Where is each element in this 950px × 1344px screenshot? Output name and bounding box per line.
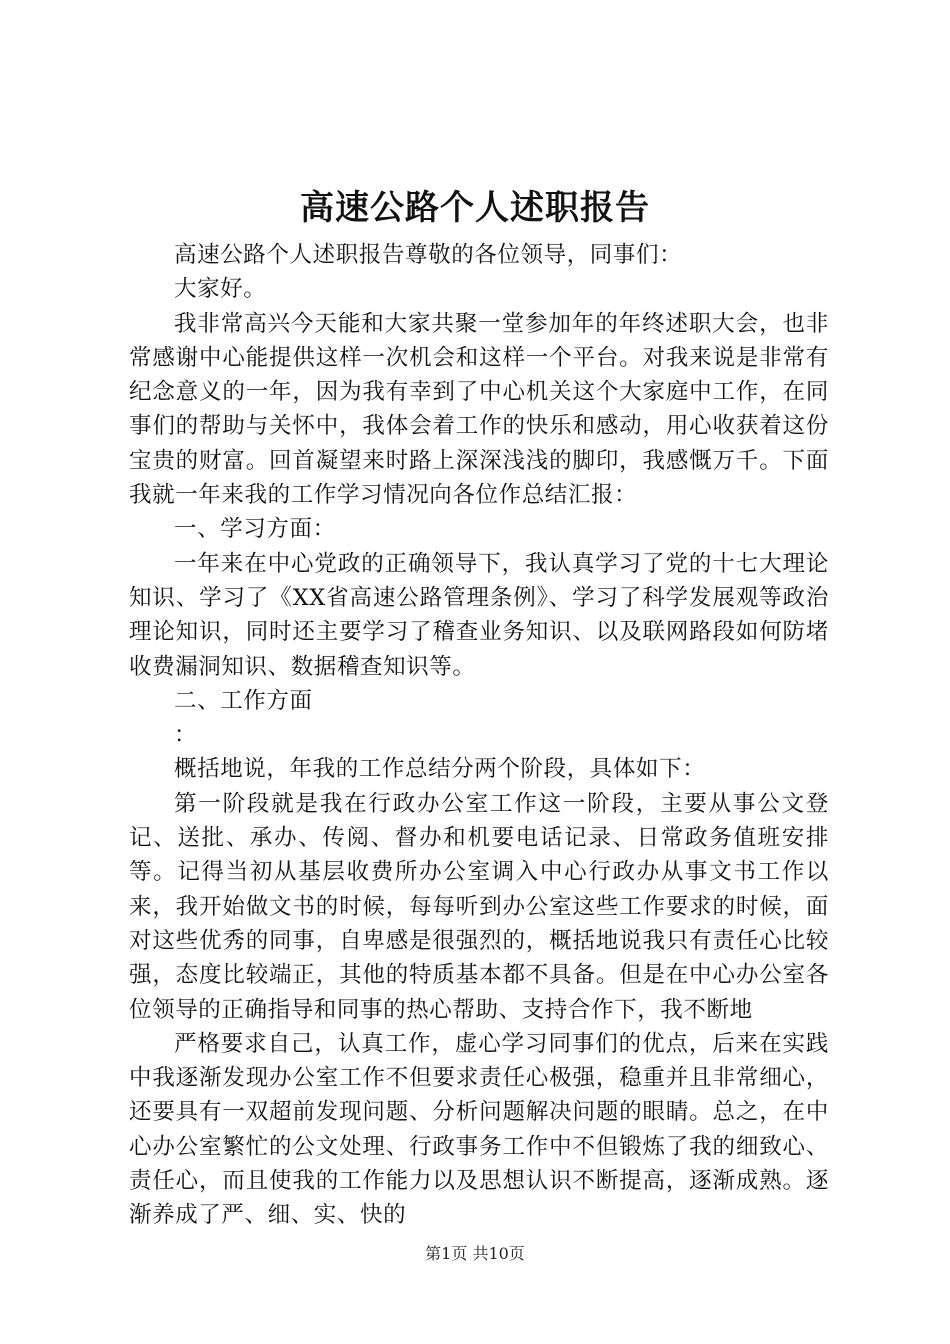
paragraph-stage-one: 第一阶段就是我在行政办公室工作这一阶段，主要从事公文登记、送批、承办、传阅、督办和机要电话记录、日常政务值班安排等。记得当初从基层收费所办公室调入中心行政办从事文书工作以来，我开始做文书的时候，每每听到办公室这些工作要求的时候，面对这些优秀的同事，自卑感是很强烈的，概括地说我只有责任心比较强，态度比较端正，其他的特质基本都不具备。但是在中心办公室各位领导的正确指导和同事的热心帮助、支持合作下，我不断地	[129, 790, 829, 1023]
paragraph-work-summary: 概括地说，年我的工作总结分两个阶段，具体如下：	[174, 756, 706, 783]
section-heading-work: 二、工作方面	[174, 687, 313, 714]
document-title: 高速公路个人述职报告	[300, 188, 650, 228]
page-footer: 第1页 共10页	[425, 1244, 525, 1263]
paragraph-introduction: 我非常高兴今天能和大家共聚一堂参加年的年终述职大会，也非常感谢中心能提供这样一次机会和这样一个平台。对我来说是非常有纪念意义的一年，因为我有幸到了中心机关这个大家庭中工作，在同事们的帮助与关怀中，我体会着工作的快乐和感动，用心收获着这份宝贵的财富。回首凝望来时路上深深浅浅的脚印，我感慨万千。下面我就一年来我的工作学习情况向各位作总结汇报：	[129, 310, 829, 509]
section-heading-work-colon: ：	[174, 722, 198, 749]
section-heading-study: 一、学习方面：	[174, 516, 336, 543]
paragraph-greeting: 大家好。	[174, 276, 267, 303]
paragraph-salutation: 高速公路个人述职报告尊敬的各位领导，同事们：	[174, 242, 683, 268]
paragraph-study: 一年来在中心党政的正确领导下，我认真学习了党的十七大理论知识、学习了《XX省高速公路管理条例》、学习了科学发展观等政治理论知识，同时还主要学习了稽查业务知识、以及联网路段如何防堵收费漏洞知识、数据稽查知识等。	[129, 550, 829, 680]
document-body	[129, 238, 829, 1233]
paragraph-stage-one-continued: 严格要求自己，认真工作，虚心学习同事们的优点，后来在实践中我逐渐发现办公室工作不但要求责任心极强，稳重并且非常细心，还要具有一双超前发现问题、分析问题解决问题的眼睛。总之，在中心办公室繁忙的公文处理、行政事务工作中不但锻炼了我的细致心、责任心，而且使我的工作能力以及思想认识不断提高，逐渐成熟。逐渐养成了严、细、实、快的	[129, 1030, 829, 1229]
